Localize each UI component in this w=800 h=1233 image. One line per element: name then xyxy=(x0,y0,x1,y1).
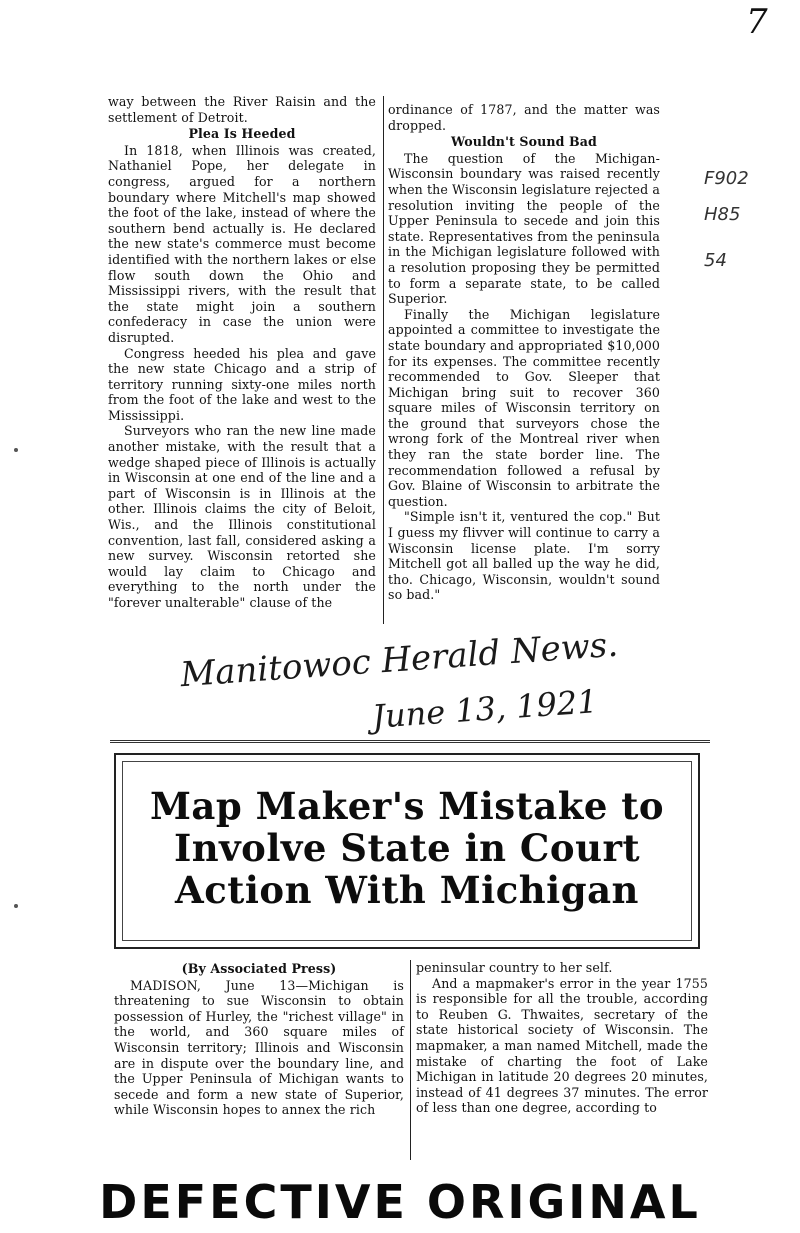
margin-note-3: 54 xyxy=(704,250,727,271)
article-paragraph: ordinance of 1787, and the matter was dropped. xyxy=(388,102,660,133)
handwritten-paper-name: Manitowoc Herald News. xyxy=(179,624,620,696)
article-paragraph: Surveyors who ran the new line made another mistake, with the result that a wedge shaped piece of Illinois is actually in Wisconsin at one end of the line and a part of Wisconsin is in Illinois at the other. Illinois claims the city of Beloit, Wis., and the Illinois constitutional convention, last fall, considered asking a new survey. Wisconsin retorted she would lay claim to Chicago and everything to the north under the "forever unalterable" clause of the xyxy=(108,423,376,610)
article-paragraph: In 1818, when Illinois was created, Nathaniel Pope, her delegate in congress, argued for a northern boundary where Mitchell's map showed the foot of the lake, instead of where the southern bend actually is. He declared the new state's commerce must become identified with the northern lakes or else flow south down the Ohio and Mississippi rivers, with the result that the state might join a southern confederacy in case the union were disrupted. xyxy=(108,142,376,345)
article-paragraph: MADISON, June 13—Michigan is threatening to sue Wisconsin to obtain possession of Hurley, the "richest village" in the world, and 360 square miles of Wisconsin territory; Illinois and Wisconsin are in dispute over the boundary line, and the Upper Peninsula of Michigan wants to secede and form a new state of Superior, while Wisconsin hopes to annex the rich xyxy=(114,977,404,1118)
article-paragraph: The question of the Michigan-Wisconsin boundary was raised recently when the Wisconsin legislature rejected a resolution inviting the people of the Upper Peninsula to secede and join this state. Representatives from the peninsula in the Michigan legislature followed with a resolution proposing they be permitted to form a separate state, to be called Superior. xyxy=(388,150,660,307)
headline xyxy=(116,785,698,911)
headline-box xyxy=(114,753,700,949)
article-paragraph: And a mapmaker's error in the year 1755 is responsible for all the trouble, according to Reuben G. Thwaites, secretary of the state historical society of Wisconsin. The mapmaker, a man named Mitchell, made the mistake of charting the foot of Lake Michigan in latitude 20 degrees 20 minutes, instead of 41 degrees 37 minutes. The error of less than one degree, according to xyxy=(416,975,708,1116)
article-paragraph: "Simple isn't it, ventured the cop." But I guess my flivver will continue to carry a Wisconsin license plate. I'm sorry Mitchell got all balled up the way he did, tho. Chicago, Wisconsin, wouldn't sound so bad." xyxy=(388,509,660,603)
article-paragraph: way between the River Raisin and the settlement of Detroit. xyxy=(108,94,376,125)
headline-top-rule xyxy=(110,740,710,743)
column-subhead: (By Associated Press) xyxy=(181,961,337,976)
scan-speck xyxy=(14,904,18,908)
bottom-article-right-column xyxy=(416,960,708,1116)
margin-note-2: H85 xyxy=(704,204,741,225)
scan-speck xyxy=(14,448,18,452)
headline-line-3: Action With Michigan xyxy=(175,868,639,912)
column-subhead: Wouldn't Sound Bad xyxy=(451,134,597,150)
bottom-column-divider xyxy=(410,960,411,1160)
top-article-left-column xyxy=(108,94,376,611)
headline-line-1: Map Maker's Mistake to xyxy=(149,784,665,828)
page-number: 7 xyxy=(746,2,768,42)
column-subhead: Plea Is Heeded xyxy=(188,126,296,142)
article-paragraph: Congress heeded his plea and gave the new state Chicago and a strip of territory running sixty-one miles north from the foot of the lake and west to the Mississippi. xyxy=(108,345,376,423)
article-paragraph: Finally the Michigan legislature appointed a committee to investigate the state boundary and appropriated $10,000 for its expenses. The committee recently recommended to Gov. Sleeper that Michigan bring suit to recover 360 square miles of Wisconsin territory on the ground that surveyors chose the wrong fork of the Montreal river when they ran the state border line. The recommendation followed a refusal by Gov. Blaine of Wisconsin to arbitrate the question. xyxy=(388,306,660,509)
top-column-divider xyxy=(383,96,384,624)
top-article-right-column xyxy=(388,102,660,603)
headline-line-2: Involve State in Court xyxy=(173,826,641,870)
handwritten-date: June 13, 1921 xyxy=(370,682,599,736)
defective-original-stamp: DEFECTIVE ORIGINAL xyxy=(99,1175,701,1229)
article-paragraph: peninsular country to her self. xyxy=(416,960,613,975)
bottom-article-left-column xyxy=(114,960,404,1118)
margin-note-1: F902 xyxy=(704,168,749,189)
